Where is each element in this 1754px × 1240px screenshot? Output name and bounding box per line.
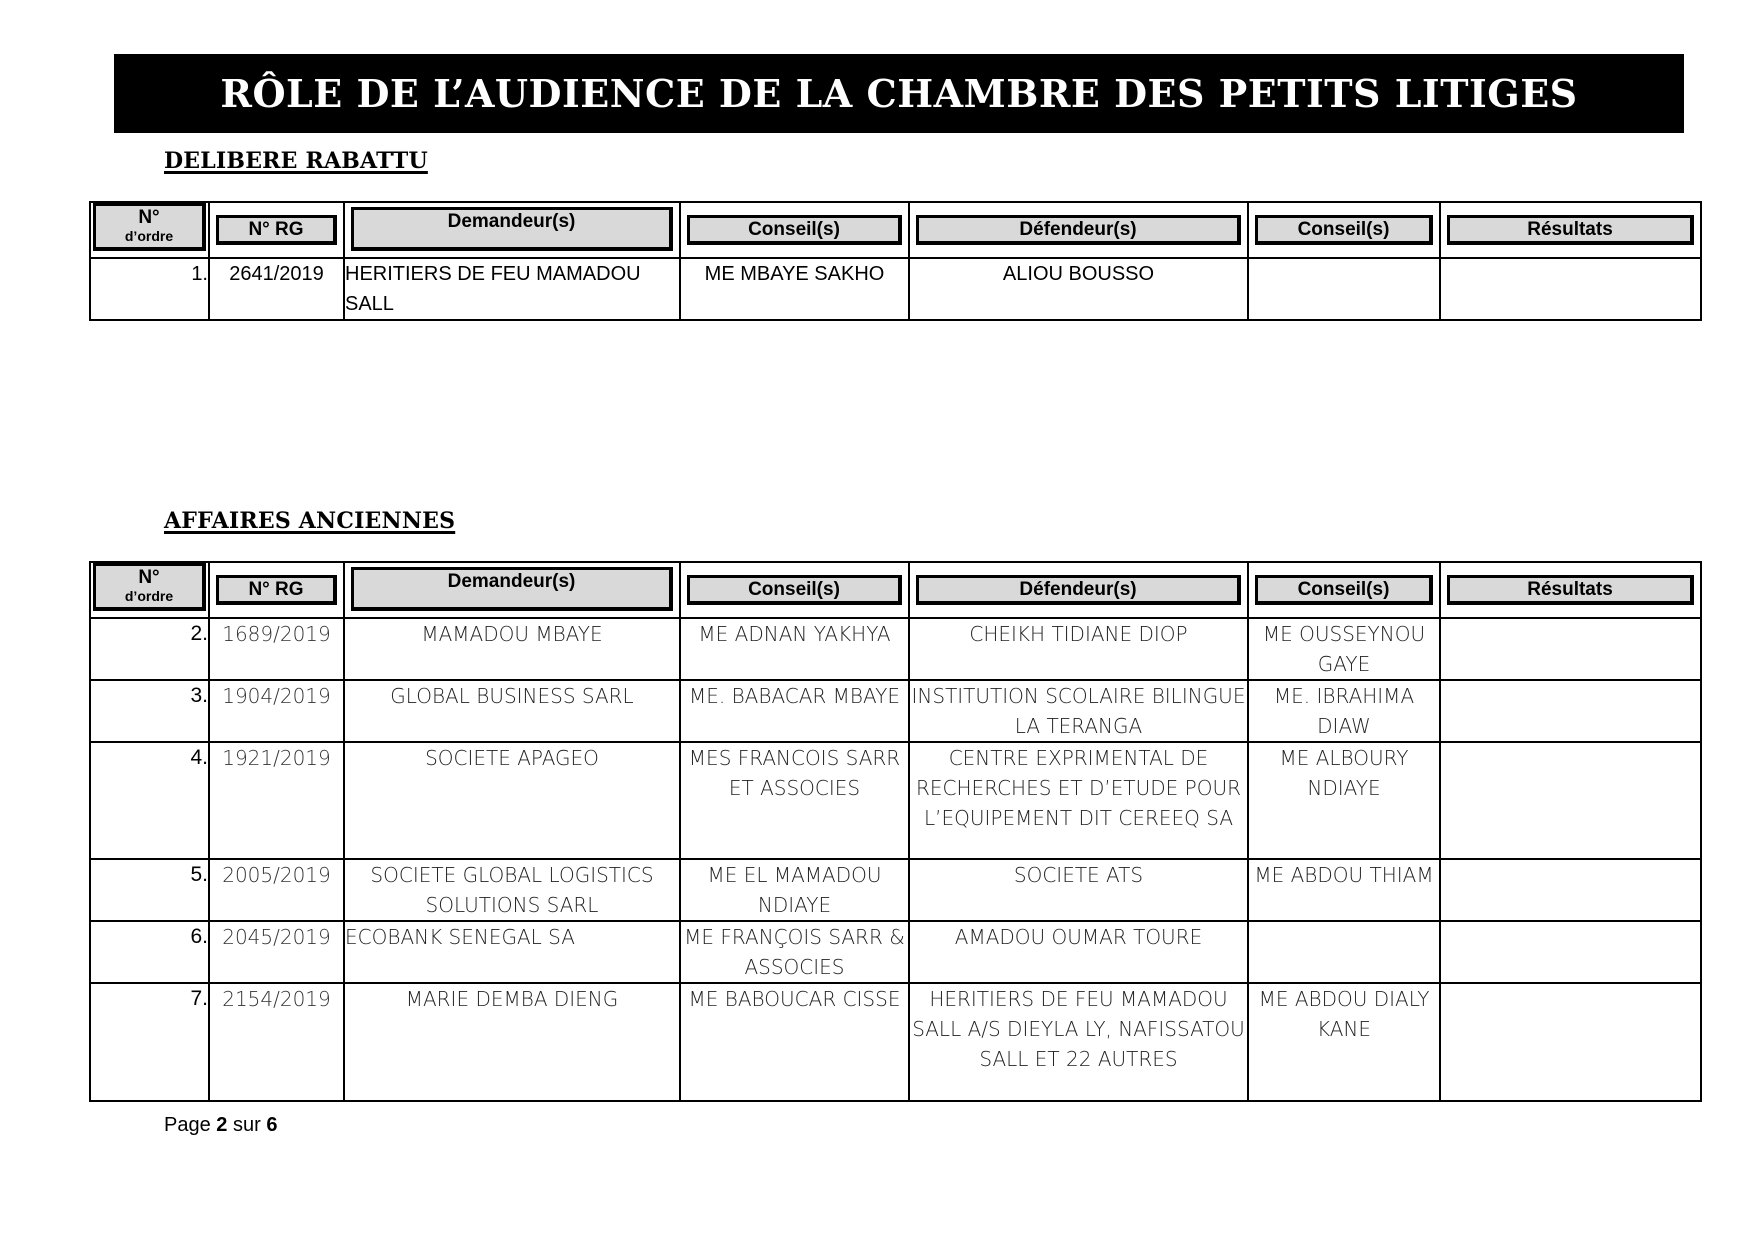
table-header-row (90, 202, 1701, 258)
cell-order: 1. (90, 258, 209, 320)
cell-defendeur: AMADOU OUMAR TOURE (909, 921, 1248, 983)
cell-rg: 1689/2019 (209, 618, 344, 680)
cell-conseil-demandeur: ME BABOUCAR CISSE (680, 983, 909, 1101)
cell-resultats (1440, 921, 1701, 983)
cell-conseil-demandeur: ME. BABACAR MBAYE (680, 680, 909, 742)
cell-order: 2. (90, 618, 209, 680)
cell-resultats (1440, 983, 1701, 1101)
cell-rg: 1904/2019 (209, 680, 344, 742)
cell-order: 3. (90, 680, 209, 742)
header-defendeur: Défendeur(s) (909, 562, 1248, 618)
section-title-affaires-anciennes: AFFAIRES ANCIENNES (164, 508, 456, 534)
cell-order: 5. (90, 859, 209, 921)
table-row (90, 921, 1701, 983)
cell-defendeur: CHEIKH TIDIANE DIOP (909, 618, 1248, 680)
cell-conseil-defendeur: ME ABDOU DIALY KANE (1248, 983, 1440, 1101)
header-rg: N° RG (209, 202, 344, 258)
cell-conseil-demandeur: ME MBAYE SAKHO (680, 258, 909, 320)
cell-defendeur: SOCIETE ATS (909, 859, 1248, 921)
cell-demandeur: MAMADOU MBAYE (344, 618, 680, 680)
cell-conseil-defendeur: ME ABDOU THIAM (1248, 859, 1440, 921)
table-row (90, 742, 1701, 859)
cell-rg: 2641/2019 (209, 258, 344, 320)
cell-resultats (1440, 618, 1701, 680)
cell-conseil-defendeur: ME OUSSEYNOU GAYE (1248, 618, 1440, 680)
cell-defendeur: INSTITUTION SCOLAIRE BILINGUE LA TERANGA (909, 680, 1248, 742)
cell-rg: 2005/2019 (209, 859, 344, 921)
header-conseil-defendeur: Conseil(s) (1248, 202, 1440, 258)
document-title: RÔLE DE L’AUDIENCE DE LA CHAMBRE DES PETITS LITIGES (114, 54, 1684, 133)
header-demandeur: Demandeur(s) (344, 562, 680, 618)
cell-defendeur: HERITIERS DE FEU MAMADOU SALL A/S DIEYLA LY, NAFISSATOU SALL ET 22 AUTRES (909, 983, 1248, 1101)
cell-conseil-demandeur: MES FRANCOIS SARR ET ASSOCIES (680, 742, 909, 859)
table-row (90, 618, 1701, 680)
cell-defendeur: ALIOU BOUSSO (909, 258, 1248, 320)
cell-conseil-defendeur (1248, 258, 1440, 320)
header-order: N° d’ordre (90, 202, 209, 258)
cell-resultats (1440, 859, 1701, 921)
header-resultats: Résultats (1440, 202, 1701, 258)
cell-rg: 2045/2019 (209, 921, 344, 983)
cell-resultats (1440, 680, 1701, 742)
cell-conseil-demandeur: ME FRANÇOIS SARR & ASSOCIES (680, 921, 909, 983)
header-resultats: Résultats (1440, 562, 1701, 618)
cell-rg: 2154/2019 (209, 983, 344, 1101)
header-demandeur: Demandeur(s) (344, 202, 680, 258)
header-conseil-demandeur: Conseil(s) (680, 202, 909, 258)
table-row (90, 983, 1701, 1101)
cell-order: 4. (90, 742, 209, 859)
cell-demandeur: GLOBAL BUSINESS SARL (344, 680, 680, 742)
cell-defendeur: CENTRE EXPRIMENTAL DE RECHERCHES ET D’ETUDE POUR L’EQUIPEMENT DIT CEREEQ SA (909, 742, 1248, 859)
cell-conseil-demandeur: ME EL MAMADOU NDIAYE (680, 859, 909, 921)
cell-order: 7. (90, 983, 209, 1101)
cell-resultats (1440, 742, 1701, 859)
header-rg: N° RG (209, 562, 344, 618)
cell-conseil-defendeur: ME. IBRAHIMA DIAW (1248, 680, 1440, 742)
cell-conseil-defendeur (1248, 921, 1440, 983)
table-affaires-anciennes (89, 561, 1702, 1102)
table-header-row (90, 562, 1701, 618)
cell-conseil-defendeur: ME ALBOURY NDIAYE (1248, 742, 1440, 859)
table-delibere-rabattu (89, 201, 1702, 321)
table-row (90, 859, 1701, 921)
cell-demandeur: ECOBANK SENEGAL SA (344, 921, 680, 983)
header-order: N° d’ordre (90, 562, 209, 618)
header-defendeur: Défendeur(s) (909, 202, 1248, 258)
cell-rg: 1921/2019 (209, 742, 344, 859)
cell-resultats (1440, 258, 1701, 320)
cell-demandeur: SOCIETE APAGEO (344, 742, 680, 859)
table-row (90, 258, 1701, 320)
cell-conseil-demandeur: ME ADNAN YAKHYA (680, 618, 909, 680)
cell-demandeur: MARIE DEMBA DIENG (344, 983, 680, 1101)
header-conseil-defendeur: Conseil(s) (1248, 562, 1440, 618)
header-conseil-demandeur: Conseil(s) (680, 562, 909, 618)
cell-demandeur: SOCIETE GLOBAL LOGISTICS SOLUTIONS SARL (344, 859, 680, 921)
page-number: Page 2 sur 6 (164, 1114, 278, 1136)
table-row (90, 680, 1701, 742)
section-title-delibere-rabattu: DELIBERE RABATTU (164, 148, 428, 174)
cell-order: 6. (90, 921, 209, 983)
cell-demandeur: HERITIERS DE FEU MAMADOU SALL (344, 258, 680, 320)
